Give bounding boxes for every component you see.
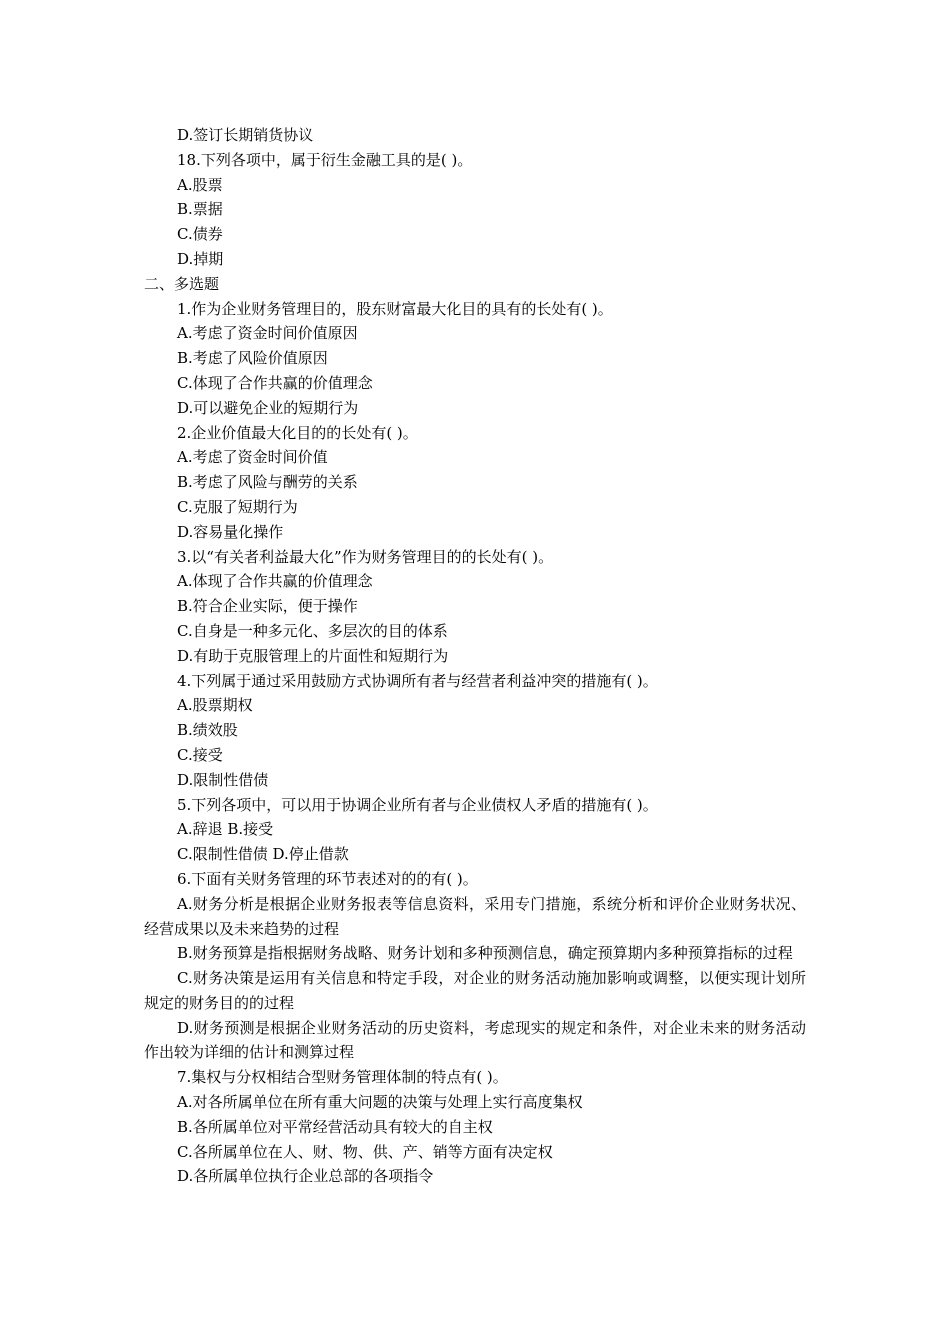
option-paragraph: B.财务预算是指根据财务战略、财务计划和多种预测信息，确定预算期内多种预算指标的过程 xyxy=(177,944,793,963)
option-text: A.考虑了资金时间价值 xyxy=(177,448,328,467)
document-page xyxy=(144,123,806,1189)
option-text: C.债券 xyxy=(177,225,223,244)
option-text: D.限制性借债 xyxy=(177,770,269,789)
question-stem: 2.企业价值最大化目的的长处有( )。 xyxy=(177,423,418,442)
option-text: D.容易量化操作 xyxy=(177,522,284,541)
option-text: B.绩效股 xyxy=(177,721,238,740)
option-text: C.体现了合作共赢的价值理念 xyxy=(177,373,373,392)
option-text: C.限制性借债 D.停止借款 xyxy=(177,845,349,864)
option-text: B.考虑了风险价值原因 xyxy=(177,349,328,368)
question-stem: 7.集权与分权相结合型财务管理体制的特点有( )。 xyxy=(177,1068,508,1087)
option-text: B.符合企业实际，便于操作 xyxy=(177,597,358,616)
option-paragraph: A.财务分析是根据企业财务报表等信息资料，采用专门措施，系统分析和评价企业财务状况、经营成果以及未来趋势的过程 xyxy=(144,894,806,938)
question-stem: 4.下列属于通过采用鼓励方式协调所有者与经营者利益冲突的措施有( )。 xyxy=(177,671,658,690)
option-text: C.各所属单位在人、财、物、供、产、销等方面有决定权 xyxy=(177,1142,553,1161)
question-stem: 5.下列各项中，可以用于协调企业所有者与企业债权人矛盾的措施有( )。 xyxy=(177,795,658,814)
question-stem: 3.以“有关者利益最大化”作为财务管理目的的长处有( )。 xyxy=(177,547,554,566)
option-text: C.自身是一种多元化、多层次的目的体系 xyxy=(177,621,448,640)
option-text: A.股票 xyxy=(177,175,223,194)
option-paragraph: D.财务预测是根据企业财务活动的历史资料，考虑现实的规定和条件，对企业未来的财务活动作出较为详细的估计和测算过程 xyxy=(144,1018,806,1062)
option-text: D.签订长期销货协议 xyxy=(177,126,314,144)
question-stem: 18.下列各项中，属于衍生金融工具的是( )。 xyxy=(177,150,473,169)
option-text: D.可以避免企业的短期行为 xyxy=(177,398,359,417)
option-text: B.考虑了风险与酬劳的关系 xyxy=(177,473,358,492)
section-title: 二、多选题 xyxy=(144,274,220,293)
option-text: B.票据 xyxy=(177,200,223,219)
option-paragraph: C.财务决策是运用有关信息和特定手段，对企业的财务活动施加影响或调整，以便实现计划所规定的财务目的的过程 xyxy=(144,969,806,1012)
option-text: B.各所属单位对平常经营活动具有较大的自主权 xyxy=(177,1117,493,1136)
option-text: A.股票期权 xyxy=(177,696,253,715)
option-text: A.体现了合作共赢的价值理念 xyxy=(177,572,373,591)
question-stem: 6.下面有关财务管理的环节表述对的的有( )。 xyxy=(177,869,478,888)
option-text: D.各所属单位执行企业总部的各项指令 xyxy=(177,1167,434,1186)
question-stem: 1.作为企业财务管理目的，股东财富最大化目的具有的长处有( )。 xyxy=(177,299,613,318)
option-text: A.辞退 B.接受 xyxy=(177,820,274,839)
option-text: A.考虑了资金时间价值原因 xyxy=(177,324,358,343)
option-text: D.掉期 xyxy=(177,249,224,268)
option-text: D.有助于克服管理上的片面性和短期行为 xyxy=(177,646,449,665)
option-text: C.克服了短期行为 xyxy=(177,497,298,516)
option-text: A.对各所属单位在所有重大问题的决策与处理上实行高度集权 xyxy=(177,1093,583,1112)
option-text: C.接受 xyxy=(177,745,223,764)
